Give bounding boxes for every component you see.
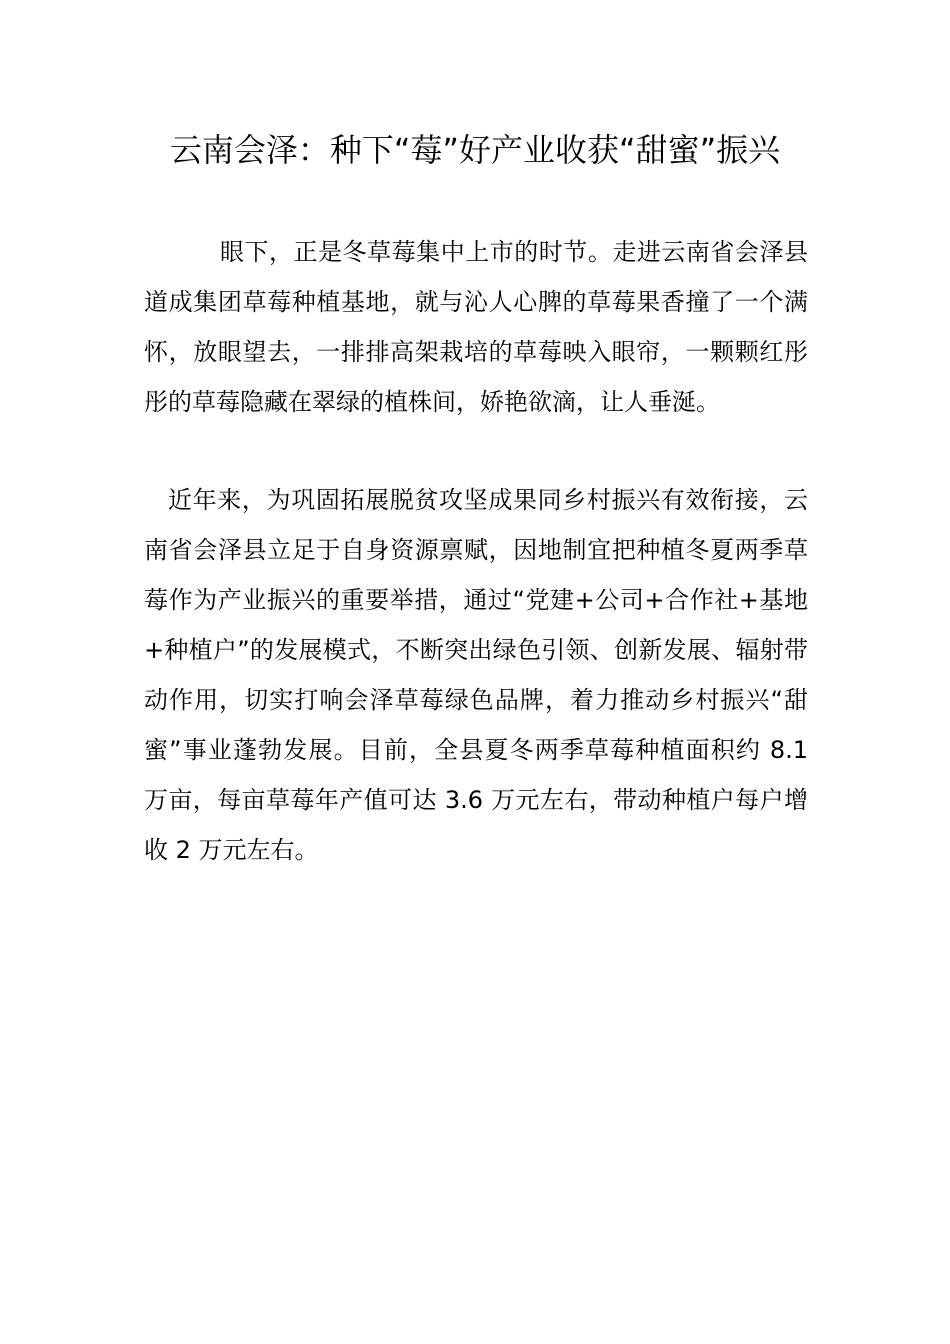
document-title: 云南会泽：种下“莓”好产业收获“甜蜜”振兴 bbox=[169, 131, 781, 169]
paragraph-2: 近年来，为巩固拓展脱贫攻坚成果同乡村振兴有效衔接，云南省会泽县立足于自身资源禀赋，因地制宜把种植冬夏两季草莓作为产业振兴的重要举措，通过“党建+公司+合作社+基地+种植户”的发展模式，不断突出绿色引领、创新发展、辐射带动作用，切实打响会泽草莓绿色品牌，着力推动乡村振兴“甜蜜”事业蓬勃发展。目前，全县夏冬两季草莓种植面积约 8.1 万亩，每亩草莓年产值可达 3.6 万元左右，带动种植户每户增收 2 万元左右。 bbox=[144, 486, 808, 864]
paragraph-1: 眼下，正是冬草莓集中上市的时节。走进云南省会泽县道成集团草莓种植基地，就与沁人心脾的草莓果香撞了一个满怀，放眼望去，一排排高架栽培的草莓映入眼帘，一颗颗红彤彤的草莓隐藏在翠绿的植株间，娇艳欲滴，让人垂涎。 bbox=[144, 238, 808, 416]
